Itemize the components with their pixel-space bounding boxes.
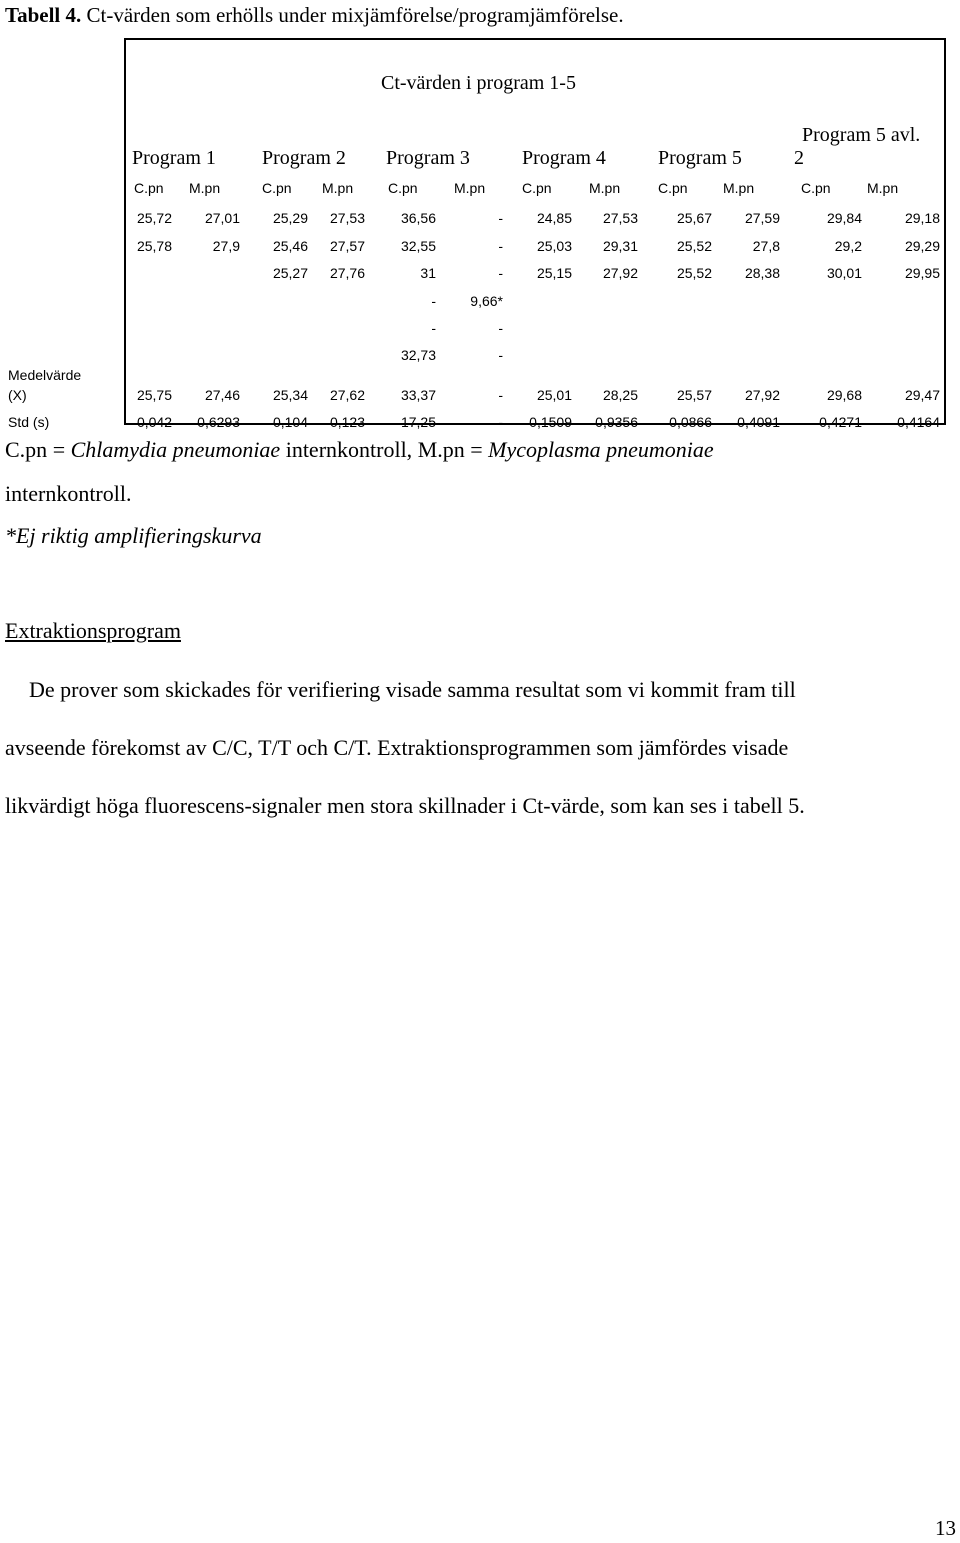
column-header: M.pn <box>589 180 621 196</box>
row-label-mean: Medelvärde <box>8 367 82 383</box>
mean-cell: 33,37 <box>400 387 436 403</box>
column-header: M.pn <box>189 180 221 196</box>
mpn-abbr: M.pn <box>417 437 465 462</box>
mean-cell: 27,62 <box>329 387 365 403</box>
std-cell: 0,4271 <box>819 414 862 430</box>
std-cell: 0,0866 <box>669 414 712 430</box>
program-header: 2 <box>794 147 804 169</box>
column-header: C.pn <box>388 180 418 196</box>
column-header: M.pn <box>723 180 755 196</box>
table-cell: - <box>498 238 503 254</box>
cpn-rest: internkontroll, <box>280 437 418 462</box>
table-cell: 27,76 <box>329 265 365 281</box>
table-cell: 27,53 <box>329 210 365 226</box>
std-cell: 0,104 <box>272 414 308 430</box>
column-header: C.pn <box>134 180 164 196</box>
equals-text: = <box>47 437 71 462</box>
table-cell: 31 <box>420 265 436 281</box>
std-cell: 0,1509 <box>529 414 572 430</box>
table-cell: 29,29 <box>904 238 940 254</box>
program-header: Program 1 <box>132 147 216 169</box>
caption-label: Tabell 4. <box>5 3 82 27</box>
column-header: C.pn <box>801 180 831 196</box>
std-cell: 0,6293 <box>197 414 240 430</box>
table-cell: 32,73 <box>400 347 436 363</box>
footnote-text: *Ej riktig amplifieringskurva <box>5 523 262 548</box>
table-cell: 29,2 <box>834 238 862 254</box>
table-cell: 29,31 <box>602 238 638 254</box>
table-cell: - <box>498 320 503 336</box>
table-cell: 25,67 <box>676 210 712 226</box>
footnote <box>5 523 262 549</box>
mean-cell: 29,47 <box>904 387 940 403</box>
mean-cell: 27,46 <box>204 387 240 403</box>
table-cell: 27,9 <box>212 238 240 254</box>
table-cell: - <box>498 347 503 363</box>
std-cell: 0,4091 <box>737 414 780 430</box>
table-title: Ct-värden i program 1-5 <box>381 72 576 94</box>
std-cell: 0,4164 <box>897 414 940 430</box>
program-header: Program 5 avl. <box>802 124 921 146</box>
abbreviation-note <box>5 437 714 463</box>
table-cell: 36,56 <box>400 210 436 226</box>
mean-cell: 27,92 <box>744 387 780 403</box>
table-cell: 30,01 <box>826 265 862 281</box>
mean-cell: 25,57 <box>676 387 712 403</box>
program-header: Program 4 <box>522 147 606 169</box>
abbreviation-note-line2: internkontroll. <box>5 481 132 506</box>
table-cell: - <box>431 293 436 309</box>
program-header: Program 2 <box>262 147 346 169</box>
paragraph-line: likvärdigt höga fluorescens-signaler men stora skillnader i Ct-värde, som kan ses i tabell 5. <box>5 793 805 818</box>
caption-text: Ct-värden som erhölls under mixjämförelse/programjämförelse. <box>81 3 624 27</box>
table-cell: 27,57 <box>329 238 365 254</box>
table-frame <box>124 38 946 425</box>
table-cell: 25,29 <box>272 210 308 226</box>
column-header: M.pn <box>867 180 899 196</box>
table-cell: 25,52 <box>676 238 712 254</box>
column-header: M.pn <box>322 180 354 196</box>
std-cell: 17,25 <box>400 414 436 430</box>
table-cell: 25,72 <box>136 210 172 226</box>
table-cell: - <box>498 265 503 281</box>
mean-cell: 25,34 <box>272 387 308 403</box>
mean-cell: 25,75 <box>136 387 172 403</box>
row-label-mean-x: (X) <box>8 387 27 403</box>
program-header: Program 5 <box>658 147 742 169</box>
cpn-abbr: C.pn <box>5 437 48 462</box>
paragraph-line: De prover som skickades för verifiering visade samma resultat som vi kommit fram till <box>29 677 796 702</box>
table-cell: 25,52 <box>676 265 712 281</box>
std-cell: 0,9356 <box>595 414 638 430</box>
mpn-name: Mycoplasma pneumoniae <box>488 437 714 462</box>
table-cell: 29,84 <box>826 210 862 226</box>
table-cell: 27,8 <box>752 238 780 254</box>
column-header: C.pn <box>262 180 292 196</box>
mean-cell: 29,68 <box>826 387 862 403</box>
column-header: C.pn <box>522 180 552 196</box>
table-cell: 29,95 <box>904 265 940 281</box>
table-cell: - <box>498 210 503 226</box>
table-cell: 25,46 <box>272 238 308 254</box>
page-number: 13 <box>935 1516 956 1540</box>
std-cell: - <box>498 414 503 430</box>
table-cell: 28,38 <box>744 265 780 281</box>
table-cell: 27,92 <box>602 265 638 281</box>
paragraph-line: avseende förekomst av C/C, T/T och C/T. Extraktionsprogrammen som jämfördes visade <box>5 735 789 760</box>
table-cell: 25,03 <box>536 238 572 254</box>
equals-text: = <box>464 437 489 462</box>
mean-cell: - <box>498 387 503 403</box>
column-header: M.pn <box>454 180 486 196</box>
std-cell: 0,123 <box>329 414 365 430</box>
table-cell: 27,01 <box>204 210 240 226</box>
section-heading: Extraktionsprogram <box>5 618 181 643</box>
column-header: C.pn <box>658 180 688 196</box>
program-header: Program 3 <box>386 147 470 169</box>
table-cell: 25,15 <box>536 265 572 281</box>
mean-cell: 25,01 <box>536 387 572 403</box>
table-cell: 24,85 <box>536 210 572 226</box>
table-cell: 27,53 <box>602 210 638 226</box>
mean-cell: 28,25 <box>602 387 638 403</box>
cpn-name: Chlamydia pneumoniae <box>70 437 281 462</box>
table-cell: 32,55 <box>400 238 436 254</box>
table-caption <box>5 3 624 28</box>
row-label-std: Std (s) <box>8 414 50 430</box>
table-cell: 9,66* <box>470 293 503 309</box>
table-cell: 27,59 <box>744 210 780 226</box>
table-cell: 25,78 <box>136 238 172 254</box>
std-cell: 0,042 <box>136 414 172 430</box>
table-cell: 25,27 <box>272 265 308 281</box>
table-cell: - <box>431 320 436 336</box>
table-cell: 29,18 <box>904 210 940 226</box>
